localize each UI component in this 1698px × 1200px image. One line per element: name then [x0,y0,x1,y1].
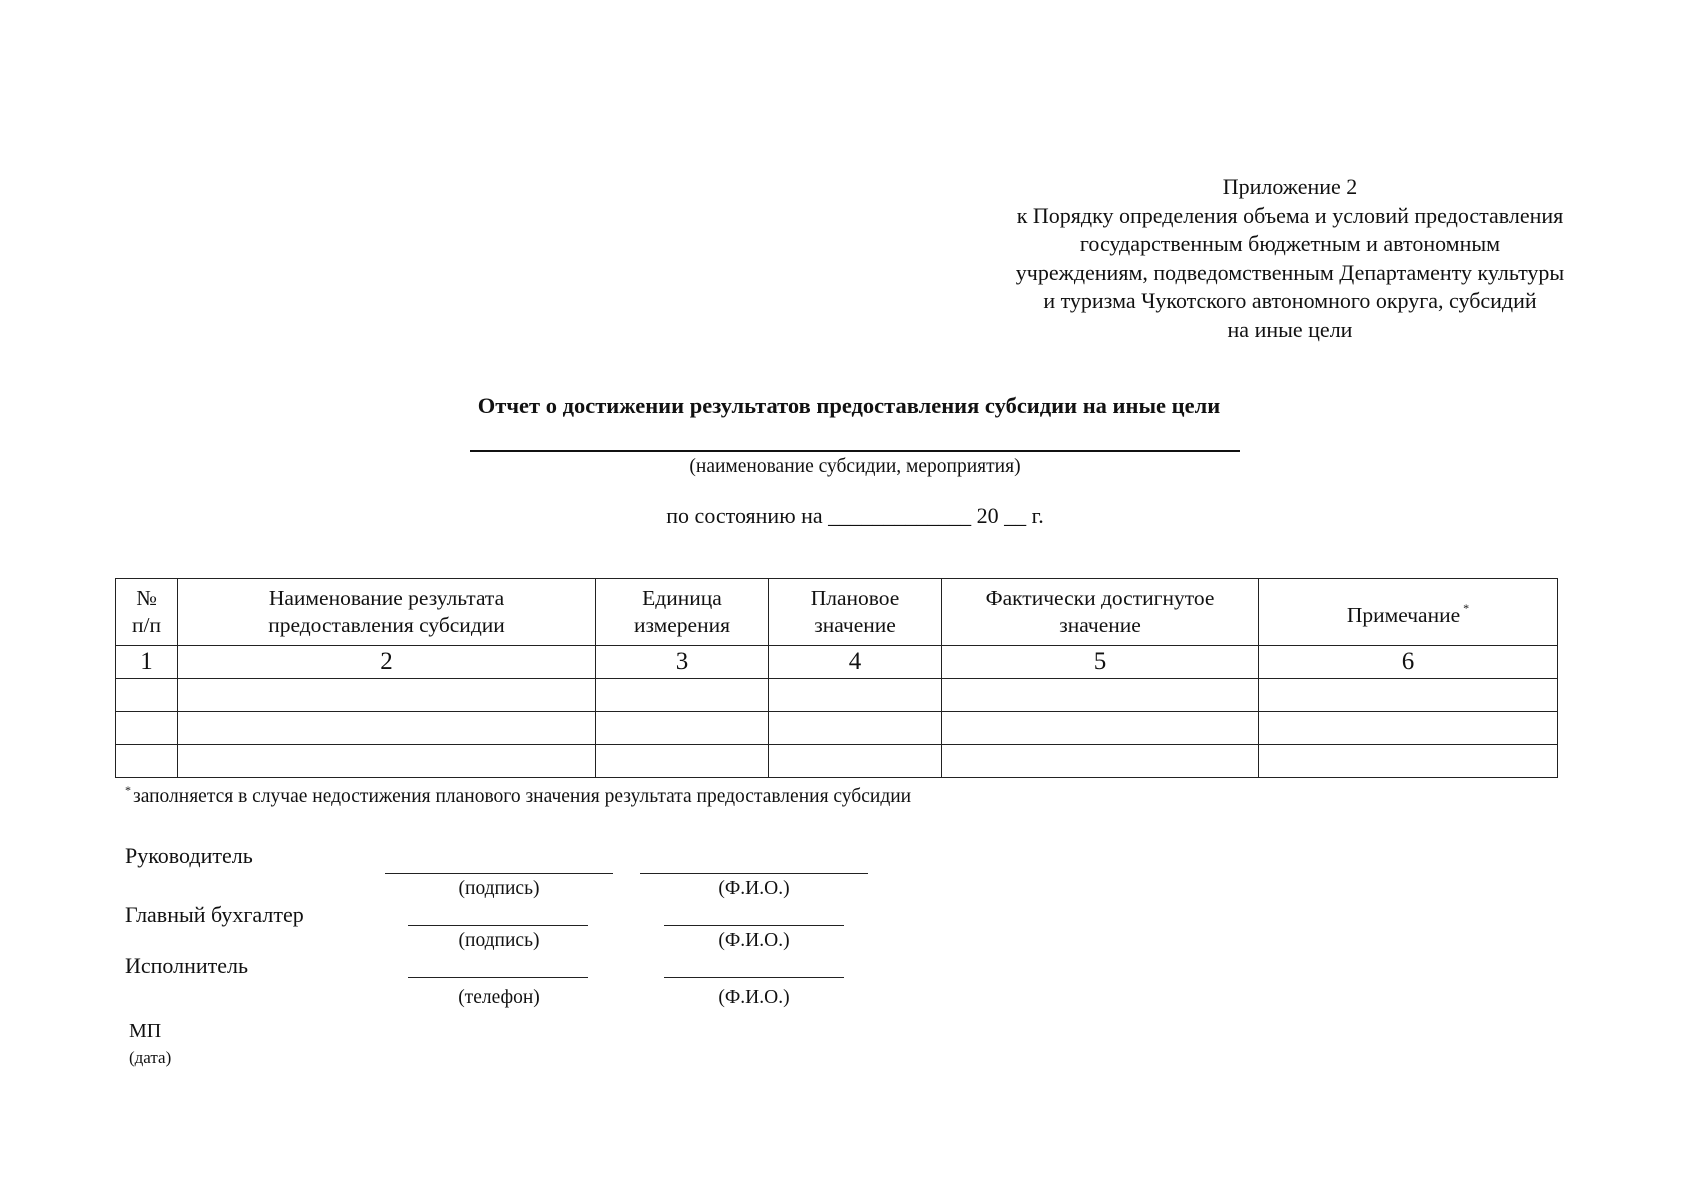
results-table [115,578,1558,778]
header-cell-actual-value [942,579,1259,646]
table-cell[interactable] [769,745,942,778]
table-cell[interactable] [596,712,769,745]
signature-line[interactable] [408,925,588,926]
header-text: № [136,586,157,610]
signature-caption: (подпись) [458,930,540,951]
stamp-place: МП [129,1020,162,1042]
table-header-row [116,579,1558,646]
name-caption: (Ф.И.О.) [718,930,790,951]
header-text: п/п [132,613,161,637]
appendix-line: на иные цели [1227,316,1353,342]
signature-caption: (подпись) [458,878,540,899]
header-cell-result-name [178,579,596,646]
appendix-line: и туризма Чукотского автономного округа, субсидий [1043,288,1537,313]
name-caption: (Ф.И.О.) [718,878,790,899]
subsidy-name-caption: (наименование субсидии, мероприятия) [689,456,1021,477]
header-text: значение [1059,613,1141,637]
name-line[interactable] [640,873,868,874]
appendix-header [960,173,1620,344]
table-cell[interactable] [596,679,769,712]
signature-label-accountant: Главный бухгалтер [125,902,304,927]
phone-line[interactable] [408,977,588,978]
footnote-text: заполняется в случае недостижения планового значения результата предоставления субсидии [133,786,912,807]
column-number: 3 [596,646,769,679]
table-row [116,679,1558,712]
header-cell-planned-value [769,579,942,646]
column-number-row [116,646,1558,679]
table-cell[interactable] [178,712,596,745]
header-text: значение [814,613,896,637]
appendix-line: к Порядку определения объема и условий предоставления [1016,202,1564,228]
header-cell-unit [596,579,769,646]
date-caption: (дата) [129,1048,172,1067]
signature-label-executor: Исполнитель [125,953,249,978]
phone-caption: (телефон) [458,987,540,1008]
footnote-marker: * [1463,601,1470,615]
table-cell[interactable] [942,679,1259,712]
table-cell[interactable] [769,679,942,712]
appendix-line: учреждениям, подведомственным Департаменту культуры [1015,259,1565,285]
header-text: Фактически достигнутое [985,586,1215,610]
table-cell[interactable] [1259,712,1558,745]
header-text: Плановое [810,586,900,610]
signature-label-head: Руководитель [125,843,253,868]
table-cell[interactable] [769,712,942,745]
table-row [116,745,1558,778]
header-text: Примечание [1346,603,1461,627]
signature-line[interactable] [385,873,613,874]
table-cell[interactable] [596,745,769,778]
name-line[interactable] [664,925,844,926]
appendix-line: Приложение 2 [1222,174,1358,199]
appendix-line: государственным бюджетным и автономным [1079,231,1501,256]
name-line[interactable] [664,977,844,978]
table-cell[interactable] [942,745,1259,778]
column-number: 4 [769,646,942,679]
footnote [125,783,911,808]
header-text: Единица [642,586,722,610]
table-row [116,712,1558,745]
header-text: предоставления субсидии [268,613,505,637]
table-cell[interactable] [116,745,178,778]
report-title: Отчет о достижении результатов предоставления субсидии на иные цели [477,393,1221,418]
table-cell[interactable] [1259,745,1558,778]
footnote-marker: * [125,783,131,797]
table-cell[interactable] [178,745,596,778]
as-of-date-line: по состоянию на _____________ 20 __ г. [666,503,1044,528]
table-cell[interactable] [178,679,596,712]
header-text: Наименование результата [268,586,505,610]
column-number: 1 [116,646,178,679]
column-number: 2 [178,646,596,679]
column-number: 5 [942,646,1259,679]
table-cell[interactable] [1259,679,1558,712]
table-cell[interactable] [116,712,178,745]
header-text: измерения [633,613,731,637]
header-cell-note [1259,579,1558,646]
table-cell[interactable] [942,712,1259,745]
header-cell-number [116,579,178,646]
subsidy-name-line [470,450,1240,452]
name-caption: (Ф.И.О.) [718,987,790,1008]
column-number: 6 [1259,646,1558,679]
table-cell[interactable] [116,679,178,712]
